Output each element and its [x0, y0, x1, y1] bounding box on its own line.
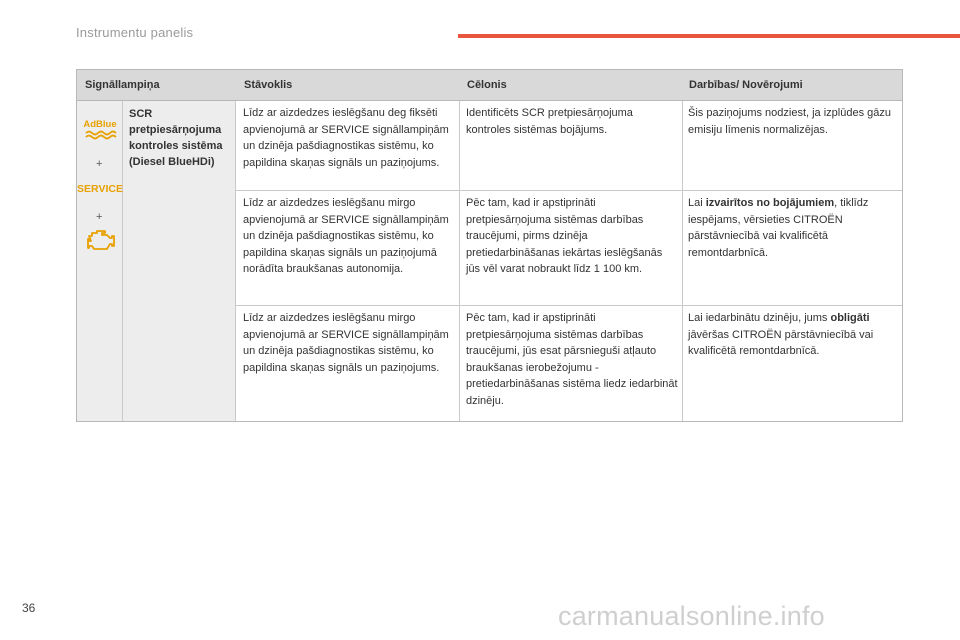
row2-cause: Pēc tam, kad ir apstiprināti pretpiesārņojuma sistēmas darbības traucējumi, pirms dzinēja pretiedarbināšanas iekārtas ieslēgšanās jūs vēl varat nobraukt līdz 1 100 km.: [466, 197, 663, 275]
plus-sign: +: [96, 158, 103, 170]
lamp-name-cell: [123, 101, 236, 421]
page-number: 36: [22, 601, 36, 615]
adblue-icon-label: AdBlue: [83, 119, 117, 130]
row-divider: [236, 305, 902, 306]
row-divider: [236, 190, 902, 191]
adblue-icon: [81, 117, 119, 139]
service-icon-label: SERVICE: [77, 183, 123, 195]
header-accent-bar: [458, 34, 960, 38]
row1-state: Līdz ar aizdedzes ieslēgšanu deg fiksēti apvienojumā ar SERVICE signāllampiņām un dzinēja pašdiagnostikas sistēmu, ko papildina skaņas signāls un paziņojums.: [243, 107, 449, 169]
warning-lamp-table: [76, 69, 903, 422]
row3-state: Līdz ar aizdedzes ieslēgšanu mirgo apvienojumā ar SERVICE signāllampiņām un dzinēja pašdiagnostikas sistēmu, ko papildina skaņas signāls un paziņojums.: [243, 312, 449, 374]
row3-cause: Pēc tam, kad ir apstiprināti pretpiesārņojuma sistēmas darbības traucējumi, jūs esat pārsnieguši atļauto braukšanas ierobežojumu - pretiedarbināšanas sistēma liedz iedarbināt dzinēju.: [466, 312, 678, 407]
col-header-action: Darbības/ Novērojumi: [689, 79, 803, 91]
page-header-title: Instrumentu panelis: [76, 25, 194, 40]
watermark-text: carmanualsonline.info: [558, 601, 825, 631]
lamp-icons-cell: [77, 101, 123, 421]
col-header-state: Stāvoklis: [244, 79, 293, 91]
row1-cause: Identificēts SCR pretpiesārņojuma kontroles sistēmas bojājums.: [466, 107, 633, 136]
col-header-cause: Cēlonis: [467, 79, 507, 91]
row2-state: Līdz ar aizdedzes ieslēgšanu mirgo apvienojumā ar SERVICE signāllampiņām un dzinēja pašdiagnostikas sistēmu, ko papildina skaņas signāls un paziņojumā norādīta braukšanas autonomija.: [243, 197, 449, 275]
row1-action: Šis paziņojums nodziest, ja izplūdes gāzu emisiju līmenis normalizējas.: [688, 107, 892, 136]
column-divider: [682, 101, 683, 421]
lamp-name: SCR pretpiesārņojuma kontroles sistēma (Diesel BlueHDi): [129, 108, 223, 168]
plus-sign: +: [96, 211, 103, 223]
row3-action: Lai iedarbinātu dzinēju, jums obligāti jāvēršas CITROËN pārstāvniecībā vai kvalificētā remontdarbnīcā.: [688, 312, 874, 357]
engine-check-icon: [86, 229, 116, 251]
service-icon: [77, 181, 123, 195]
col-header-lamp: Signāllampiņa: [85, 79, 160, 91]
table-header-row: [77, 70, 902, 101]
column-divider: [459, 101, 460, 421]
row2-action: Lai izvairītos no bojājumiem, tiklīdz iespējams, vērsieties CITROËN pārstāvniecībā vai kvalificētā remontdarbnīcā.: [688, 197, 869, 259]
